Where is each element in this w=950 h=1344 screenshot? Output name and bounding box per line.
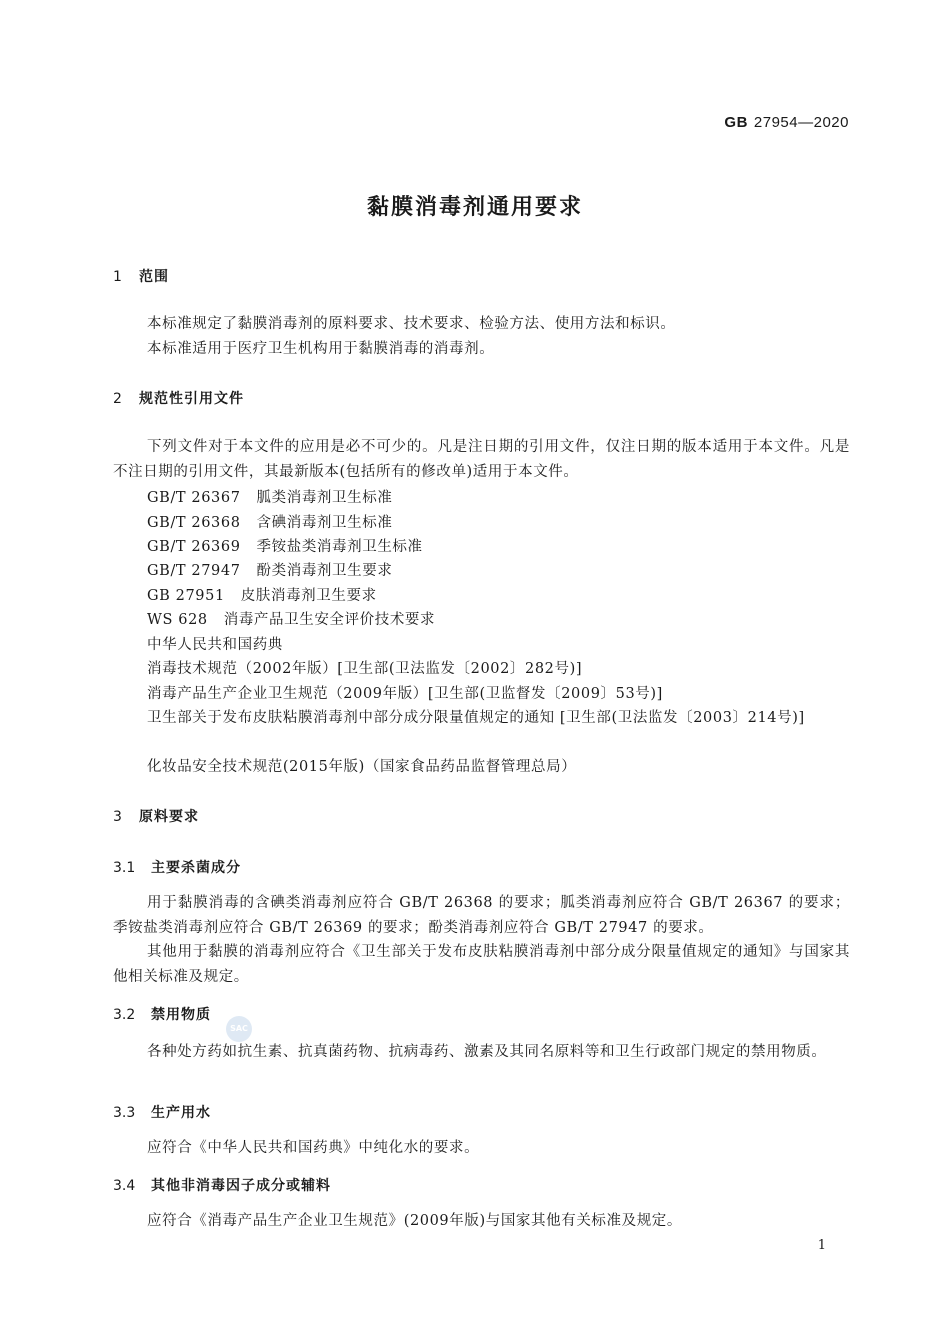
paragraph: 本标准适用于医疗卫生机构用于黏膜消毒的消毒剂。 xyxy=(147,341,495,357)
reference-item xyxy=(147,559,392,580)
reference-name: 含碘消毒剂卫生标准 xyxy=(256,515,393,531)
section-title: 生产用水 xyxy=(151,1105,211,1121)
reference-item xyxy=(147,486,392,507)
reference-item xyxy=(147,608,435,629)
std-number-value: 27954—2020 xyxy=(753,114,849,131)
page-number: 1 xyxy=(817,1238,826,1253)
reference-item: 消毒产品生产企业卫生规范（2009年版）[卫生部(卫监督发〔2009〕53号)] xyxy=(147,686,663,702)
section-heading-3 xyxy=(113,806,199,826)
reference-code: GB/T 26369 xyxy=(147,539,241,555)
section-heading-1 xyxy=(113,266,169,286)
reference-code: WS 628 xyxy=(147,612,208,628)
reference-item: 卫生部关于发布皮肤粘膜消毒剂中部分成分限量值规定的通知 [卫生部(卫法监发〔2003〕214号)] xyxy=(147,710,805,726)
section-number: 2 xyxy=(113,391,122,407)
reference-item: 中华人民共和国药典 xyxy=(147,637,283,653)
reference-code: GB/T 26368 xyxy=(147,515,241,531)
section-title: 规范性引用文件 xyxy=(139,391,244,407)
section-number: 3 xyxy=(113,809,122,825)
reference-item: 化妆品安全技术规范(2015年版)（国家食品药品监督管理总局） xyxy=(147,759,577,775)
section-number: 3.1 xyxy=(113,860,136,876)
subsection-heading-3-1 xyxy=(113,857,241,877)
section-number: 3.2 xyxy=(113,1007,136,1023)
reference-item xyxy=(147,584,377,605)
section-title: 其他非消毒因子成分或辅料 xyxy=(151,1178,331,1194)
reference-name: 季铵盐类消毒剂卫生标准 xyxy=(256,539,423,555)
document-title: 黏膜消毒剂通用要求 xyxy=(366,195,583,220)
reference-name: 胍类消毒剂卫生标准 xyxy=(256,490,393,506)
reference-item xyxy=(147,535,423,556)
reference-name: 酚类消毒剂卫生要求 xyxy=(256,563,393,579)
reference-item xyxy=(147,511,392,532)
paragraph: 各种处方药如抗生素、抗真菌药物、抗病毒药、激素及其同名原料等和卫生行政部门规定的禁用物质。 xyxy=(147,1044,827,1060)
subsection-heading-3-4 xyxy=(113,1175,331,1195)
section-number: 1 xyxy=(113,269,122,285)
section-title: 原料要求 xyxy=(139,809,199,825)
reference-code: GB/T 26367 xyxy=(147,490,241,506)
paragraph: 其他用于黏膜的消毒剂应符合《卫生部关于发布皮肤粘膜消毒剂中部分成分限量值规定的通知》与国家其他相关标准及规定。 xyxy=(113,944,850,985)
section-heading-2 xyxy=(113,388,244,408)
reference-name: 皮肤消毒剂卫生要求 xyxy=(240,588,377,604)
paragraph: 下列文件对于本文件的应用是必不可少的。凡是注日期的引用文件，仅注日期的版本适用于本文件。凡是不注日期的引用文件，其最新版本(包括所有的修改单)适用于本文件。 xyxy=(113,439,850,480)
paragraph: 本标准规定了黏膜消毒剂的原料要求、技术要求、检验方法、使用方法和标识。 xyxy=(147,316,676,332)
std-prefix: GB xyxy=(724,114,748,131)
reference-name: 消毒产品卫生安全评价技术要求 xyxy=(223,612,436,628)
section-title: 禁用物质 xyxy=(151,1007,211,1023)
paragraph: 应符合《消毒产品生产企业卫生规范》(2009年版)与国家其他有关标准及规定。 xyxy=(147,1213,683,1229)
section-number: 3.3 xyxy=(113,1105,136,1121)
subsection-heading-3-3 xyxy=(113,1102,211,1122)
section-title: 主要杀菌成分 xyxy=(151,860,241,876)
reference-code: GB 27951 xyxy=(147,588,225,604)
subsection-heading-3-2 xyxy=(113,1004,211,1024)
section-title: 范围 xyxy=(139,269,169,285)
paragraph: 应符合《中华人民共和国药典》中纯化水的要求。 xyxy=(147,1140,480,1156)
paragraph: 用于黏膜消毒的含碘类消毒剂应符合 GB/T 26368 的要求；胍类消毒剂应符合 GB/T 26367 的要求；季铵盐类消毒剂应符合 GB/T 26369 的要求；酚类消毒剂应符合 GB/T 27947 的要求。 xyxy=(113,895,850,936)
sac-watermark: SAC xyxy=(226,1016,252,1042)
reference-code: GB/T 27947 xyxy=(147,563,241,579)
section-number: 3.4 xyxy=(113,1178,136,1194)
reference-item: 消毒技术规范（2002年版）[卫生部(卫法监发〔2002〕282号)] xyxy=(147,661,583,677)
standard-number xyxy=(724,114,849,131)
